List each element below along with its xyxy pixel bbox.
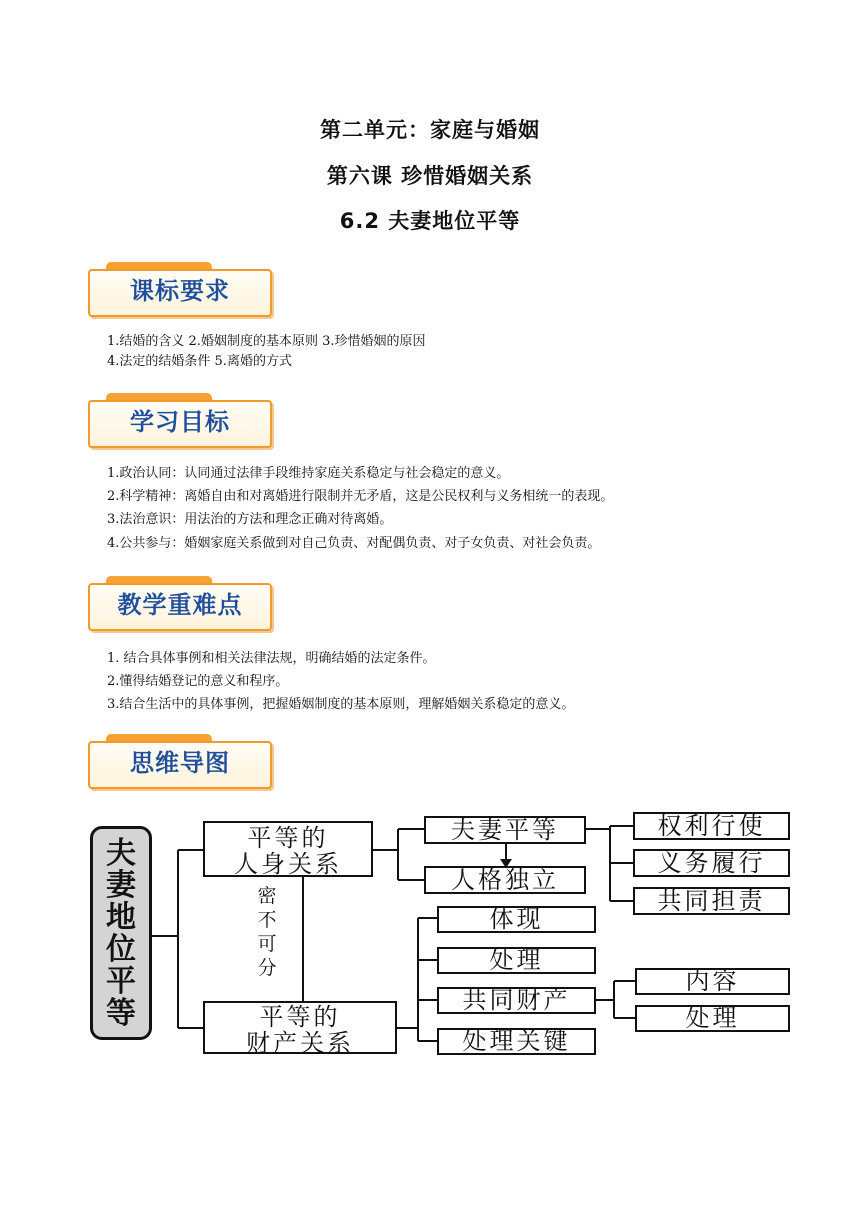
mindmap-heading: 思维导图 (130, 749, 230, 777)
duties-node: 义务履行 (633, 849, 790, 877)
mindmap-root-label (90, 838, 152, 1030)
link-label: 密不可分 (257, 885, 277, 979)
objectives-line-2: 2.科学精神：离婚自由和对离婚进行限制并无矛盾，这是公民权利与义务相统一的表现。 (107, 489, 614, 504)
keypoints-heading: 教学重难点 (117, 591, 243, 619)
handle2-node: 处理 (635, 1005, 790, 1032)
standards-heading: 课标要求 (130, 277, 230, 305)
handle-node: 处理 (437, 947, 596, 974)
section-title: 6.2 夫妻地位平等 (339, 209, 521, 233)
embody-node: 体现 (437, 906, 596, 933)
root-char: 平 (106, 964, 136, 999)
property-relation-line1: 平等的 (259, 1003, 341, 1031)
personal-relation-line2: 人身关系 (234, 850, 342, 878)
root-char: 等 (106, 996, 136, 1031)
keypoints-line-3: 3.结合生活中的具体事例，把握婚姻制度的基本原则，理解婚姻关系稳定的意义。 (107, 697, 575, 712)
root-char: 妻 (106, 868, 136, 903)
root-char: 夫 (106, 836, 136, 871)
independence-node: 人格独立 (424, 866, 586, 894)
unit-title: 第二单元：家庭与婚姻 (320, 118, 540, 142)
personal-relation-node (203, 821, 373, 877)
property-relation-line2: 财产关系 (246, 1029, 354, 1057)
objectives-line-3: 3.法治意识：用法治的方法和理念正确对待离婚。 (107, 512, 393, 527)
content-node: 内容 (635, 968, 790, 995)
common-property-node: 共同财产 (437, 987, 596, 1014)
standards-line-2: 4.法定的结婚条件 5.离婚的方式 (107, 354, 292, 369)
personal-relation-line1: 平等的 (247, 824, 329, 852)
property-relation-node (203, 1001, 397, 1057)
keypoints-line-1: 1. 结合具体事例和相关法律法规，明确结婚的法定条件。 (107, 651, 436, 666)
keypoints-line-2: 2.懂得结婚登记的意义和程序。 (107, 674, 289, 689)
root-char: 地 (106, 900, 136, 935)
rights-node: 权利行使 (633, 812, 790, 840)
root-char: 位 (106, 932, 136, 967)
objectives-heading: 学习目标 (130, 408, 230, 436)
equality-node: 夫妻平等 (424, 816, 586, 844)
shared-duty-node: 共同担责 (633, 887, 790, 915)
standards-line-1: 1.结婚的含义 2.婚姻制度的基本原则 3.珍惜婚姻的原因 (107, 334, 426, 349)
handle-key-node: 处理关键 (437, 1028, 596, 1055)
objectives-line-4: 4.公共参与：婚姻家庭关系做到对自己负责、对配偶负责、对子女负责、对社会负责。 (107, 536, 601, 551)
lesson-title: 第六课 珍惜婚姻关系 (326, 164, 534, 188)
objectives-line-1: 1.政治认同：认同通过法律手段维持家庭关系稳定与社会稳定的意义。 (107, 466, 510, 481)
